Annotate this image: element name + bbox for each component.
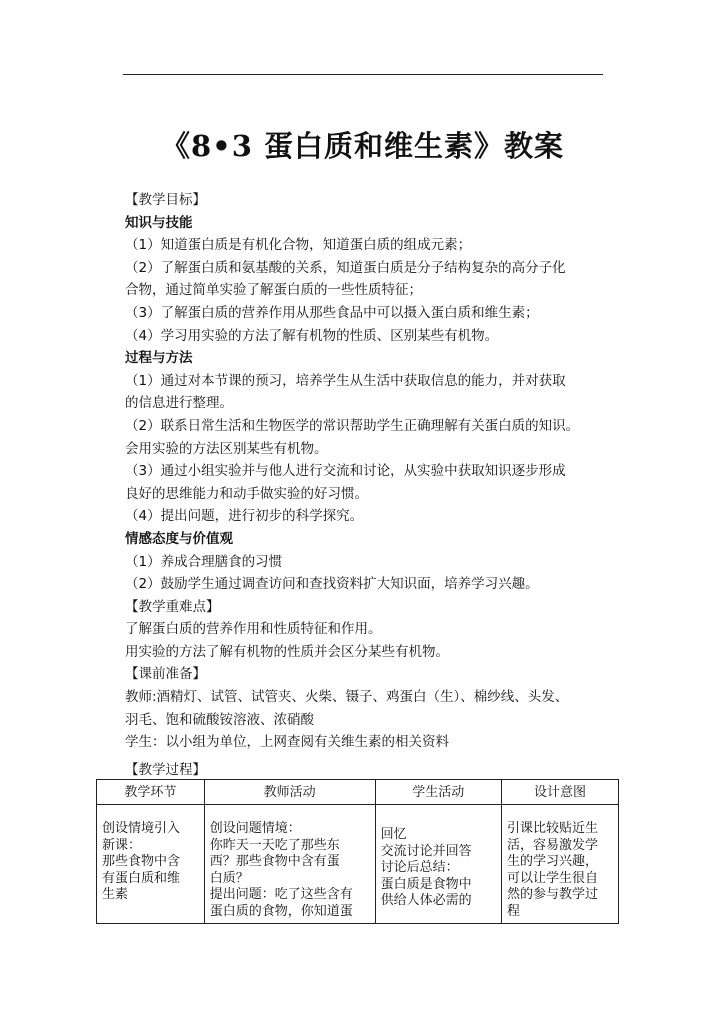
cell-text-line: 那些食物中含 <box>102 854 181 869</box>
cell-text-line: 创设情境引入 <box>102 821 181 836</box>
text-line: 的信息进行整理。 <box>125 395 233 412</box>
text-line: （1）通过对本节课的预习，培养学生从生活中获取信息的能力，并对获取 <box>125 372 566 389</box>
document-title: 《8•3 蛋白质和维生素》教案 <box>161 129 564 163</box>
text-line: （2）了解蛋白质和氨基酸的关系，知道蛋白质是分子结构复杂的高分子化 <box>125 259 566 276</box>
cell-text-line: 供给人体必需的 <box>380 893 472 908</box>
lesson-plan-body <box>125 189 615 754</box>
text-line: 【教学重难点】 <box>125 598 220 615</box>
cell-text-line: 蛋白质的食物，你知道蛋 <box>209 903 353 919</box>
section-heading-process: 【教学过程】 <box>125 762 206 778</box>
cell-text-line: 回忆 <box>380 827 407 842</box>
table-row <box>97 805 619 924</box>
cell-text-line: 可以让学生很自 <box>506 870 598 886</box>
text-line: 了解蛋白质的营养作用和性质特征和作用。 <box>125 621 382 638</box>
text-line: 【课前准备】 <box>125 666 206 683</box>
text-line: 【教学目标】 <box>125 192 206 208</box>
text-line: （4）提出问题，进行初步的科学探究。 <box>125 508 364 525</box>
cell-student-activity <box>375 805 501 924</box>
text-line: （1）养成合理膳食的习惯 <box>125 553 283 570</box>
cell-text-line: 生的学习兴趣， <box>506 854 598 869</box>
cell-text-line: 西？那些食物中含有蛋 <box>209 854 340 869</box>
cell-teacher-activity <box>204 805 375 924</box>
header-cell-stage: 教学环节 <box>97 780 205 805</box>
cell-text-line: 创设问题情境： <box>209 821 301 836</box>
text-line: （3）通过小组实验并与他人进行交流和讨论，从实验中获取知识逐步形成 <box>125 463 566 480</box>
text-line: 学生：以小组为单位，上网查阅有关维生素的相关资料 <box>125 734 449 751</box>
text-line: （2）联系日常生活和生物医学的常识帮助学生正确理解有关蛋白质的知识。 <box>125 417 580 434</box>
cell-stage <box>97 805 205 924</box>
text-line: （1）知道蛋白质是有机化合物，知道蛋白质的组成元素； <box>125 237 472 254</box>
cell-design-intent <box>501 805 618 924</box>
text-line: 羽毛、饱和硫酸铵溶液、浓硝酸 <box>125 711 314 728</box>
header-rule <box>123 74 603 75</box>
subsection-heading: 过程与方法 <box>125 350 193 367</box>
text-line: 用实验的方法了解有机物的性质并会区分某些有机物。 <box>125 643 449 660</box>
cell-text-line: 提出问题：吃了这些含有 <box>209 887 353 902</box>
text-line: 良好的思维能力和动手做实验的好习惯。 <box>125 485 368 502</box>
text-line: 合物，通过简单实验了解蛋白质的一些性质特征； <box>125 282 422 299</box>
cell-text-line: 蛋白质是食物中 <box>380 876 472 892</box>
cell-text-line: 新课： <box>102 837 142 853</box>
header-cell-design-intent: 设计意图 <box>501 780 618 805</box>
cell-text-line: 有蛋白质和维 <box>102 870 181 886</box>
header-cell-teacher-activity: 教师活动 <box>204 780 375 805</box>
subsection-heading: 知识与技能 <box>125 214 193 231</box>
text-line: （3）了解蛋白质的营养作用从那些食品中可以摄入蛋白质和维生素； <box>125 304 539 321</box>
table-header-row <box>97 780 619 805</box>
teaching-process-table <box>96 779 619 924</box>
cell-text-line: 生素 <box>102 887 129 902</box>
header-cell-student-activity: 学生活动 <box>375 780 501 805</box>
text-line: 会用实验的方法区别某些有机物。 <box>125 440 328 457</box>
cell-text-line: 然的参与教学过 <box>506 887 598 902</box>
subsection-heading: 情感态度与价值观 <box>125 530 233 547</box>
text-line: 教师:酒精灯、试管、试管夹、火柴、镊子、鸡蛋白（生）、棉纱线、头发、 <box>125 689 569 706</box>
cell-text-line: 活，容易激发学 <box>506 837 598 853</box>
cell-text-line: 讨论后总结： <box>380 860 459 875</box>
cell-text-line: 引课比较贴近生 <box>506 821 598 836</box>
text-line: （4）学习用实验的方法了解有机物的性质、区别某些有机物。 <box>125 327 499 344</box>
cell-text-line: 交流讨论并回答 <box>380 843 472 859</box>
cell-text-line: 你昨天一天吃了那些东 <box>209 837 340 853</box>
text-line: （2）鼓励学生通过调查访问和查找资料扩大知识面，培养学习兴趣。 <box>125 576 539 593</box>
cell-text-line: 程 <box>506 903 520 919</box>
cell-text-line: 白质？ <box>209 870 249 886</box>
